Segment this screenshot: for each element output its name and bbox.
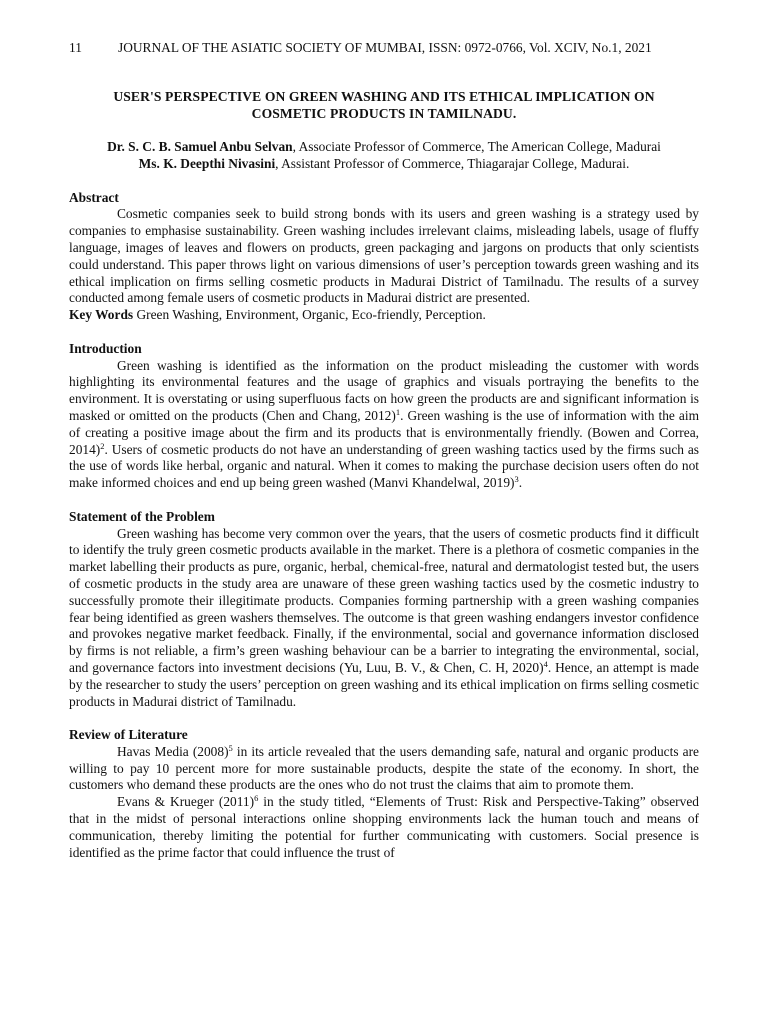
page-number: 11 bbox=[69, 40, 82, 55]
footnote-ref-3: 3 bbox=[514, 474, 519, 485]
author-1 bbox=[69, 139, 699, 156]
review-section bbox=[69, 727, 699, 861]
intro-text-3: . Users of cosmetic products do not have an understanding of green washing tactics used by the firms such as the use of words like herbal, organic and natural. When it comes to making the purchase decision users often do not make informed choices and end up being green washed (Manvi Khandelwal, 2019) bbox=[69, 441, 699, 491]
author-1-affiliation: , Associate Professor of Commerce, The American College, Madurai bbox=[292, 139, 661, 154]
introduction-paragraph bbox=[69, 358, 699, 492]
footnote-ref-2: 2 bbox=[100, 440, 105, 451]
running-header bbox=[69, 40, 699, 57]
footnote-ref-5: 5 bbox=[228, 742, 233, 753]
review-paragraph-1 bbox=[69, 744, 699, 794]
review-heading: Review of Literature bbox=[69, 727, 188, 743]
intro-text-4: . bbox=[518, 475, 523, 491]
author-2-affiliation: , Assistant Professor of Commerce, Thiagarajar College, Madurai. bbox=[275, 155, 630, 171]
author-2 bbox=[69, 156, 699, 173]
keywords-list: Green Washing, Environment, Organic, Eco-friendly, Perception. bbox=[133, 307, 486, 323]
article-body bbox=[69, 88, 699, 861]
problem-section bbox=[69, 509, 699, 711]
author-block bbox=[69, 139, 699, 173]
review-p1-text: in its article revealed that the users demanding safe, natural and organic products are willing to pay 10 percent more for more sustainable products, despite the state of the economy. In short, the customers who demand these products are the ones who do not trust the claims that aim to promote them. bbox=[69, 743, 699, 793]
journal-name: JOURNAL OF THE ASIATIC SOCIETY OF MUMBAI, ISSN: 0972-0766, Vol. XCIV, No.1, 2021 bbox=[118, 40, 652, 55]
review-paragraph-2 bbox=[69, 794, 699, 861]
problem-heading: Statement of the Problem bbox=[69, 508, 215, 524]
author-1-name: Dr. S. C. B. Samuel Anbu Selvan bbox=[107, 139, 293, 154]
problem-paragraph bbox=[69, 526, 699, 711]
intro-text-2: . Green washing is the use of information with the aim of creating a positive image about the firm and its products that is environmentally friendly. (Bowen and Correa, 2014) bbox=[69, 407, 699, 457]
introduction-section bbox=[69, 341, 699, 492]
footnote-ref-1: 1 bbox=[395, 406, 401, 417]
intro-text-1: Green washing is identified as the information on the product misleading the customer with words highlighting its environmental features and the usage of graphics and visuals portraying the benefits to the environment. It is overstating or using superfluous facts on how green the products are and significant information is masked or omitted on the products (Chen and Chang, 2012) bbox=[69, 357, 699, 423]
keywords bbox=[69, 307, 699, 324]
review-p1-citation: Havas Media (2008) bbox=[117, 743, 229, 759]
review-p2-citation: Evans & Krueger (2011) bbox=[117, 794, 255, 810]
article-title-line-2: COSMETIC PRODUCTS IN TAMILNADU. bbox=[251, 106, 517, 121]
article-title-line-1: USER'S PERSPECTIVE ON GREEN WASHING AND ITS ETHICAL IMPLICATION ON bbox=[113, 89, 655, 104]
review-p2-text: in the study titled, “Elements of Trust: Risk and Perspective-Taking” observed that in the midst of personal interactions online shopping environments lack the human touch and means of communication, thereby limiting the potential for further communicating with customers. Social presence is identified as the prime factor that could influence the trust of bbox=[69, 794, 699, 860]
footnote-ref-6: 6 bbox=[254, 793, 259, 804]
problem-text-2: . Hence, an attempt is made by the researcher to study the users’ perception on green washing and its ethical implication on firms selling cosmetic products in Madurai district of Tamilnadu. bbox=[69, 659, 700, 709]
abstract-text: Cosmetic companies seek to build strong bonds with its users and green washing is a strategy used by companies to emphasise sustainability. Green washing includes irrelevant claims, misleading labels, usage of fluffy language, images of leaves and flowers on products, green packaging and jargons on products that only scientists could understand. This paper throws light on various dimensions of user’s perception towards green washing and its ethical implication on firms selling cosmetic products in Madurai District of Tamilnadu. The results of a survey conducted among female users of cosmetic products in Madurai district are presented. bbox=[69, 206, 699, 306]
author-2-name: Ms. K. Deepthi Nivasini bbox=[138, 155, 276, 171]
article-title bbox=[69, 88, 699, 122]
problem-text-1: Green washing has become very common over the years, that the users of cosmetic products find it difficult to identify the truly green cosmetic products available in the market. There is a plethora of cosmetic companies in the market labelling their products as pure, organic, herbal, chemical-free, natural and dermatologist tested but, the users of cosmetic products in the study area are unaware of these green washing tactics used by the cosmetic industry to successfully promote their illegitimate products. Companies forming partnership with a green washing companies fear being identified as green washers themselves. The outcome is that green washing endangers investor confidence and provokes negative market feedback. Finally, if the environmental, social and governance information disclosed by firms is not reliable, a firm’s green washing behaviour can be a barrier to integrating the environmental, social, and governance factors into investment decisions (Yu, Luu, B. V., & Chen, C. H, 2020) bbox=[69, 525, 699, 675]
abstract-section bbox=[69, 190, 699, 324]
keywords-label: Key Words bbox=[69, 307, 134, 323]
footnote-ref-4: 4 bbox=[543, 658, 548, 669]
introduction-heading: Introduction bbox=[69, 340, 142, 356]
abstract-heading: Abstract bbox=[69, 189, 119, 205]
